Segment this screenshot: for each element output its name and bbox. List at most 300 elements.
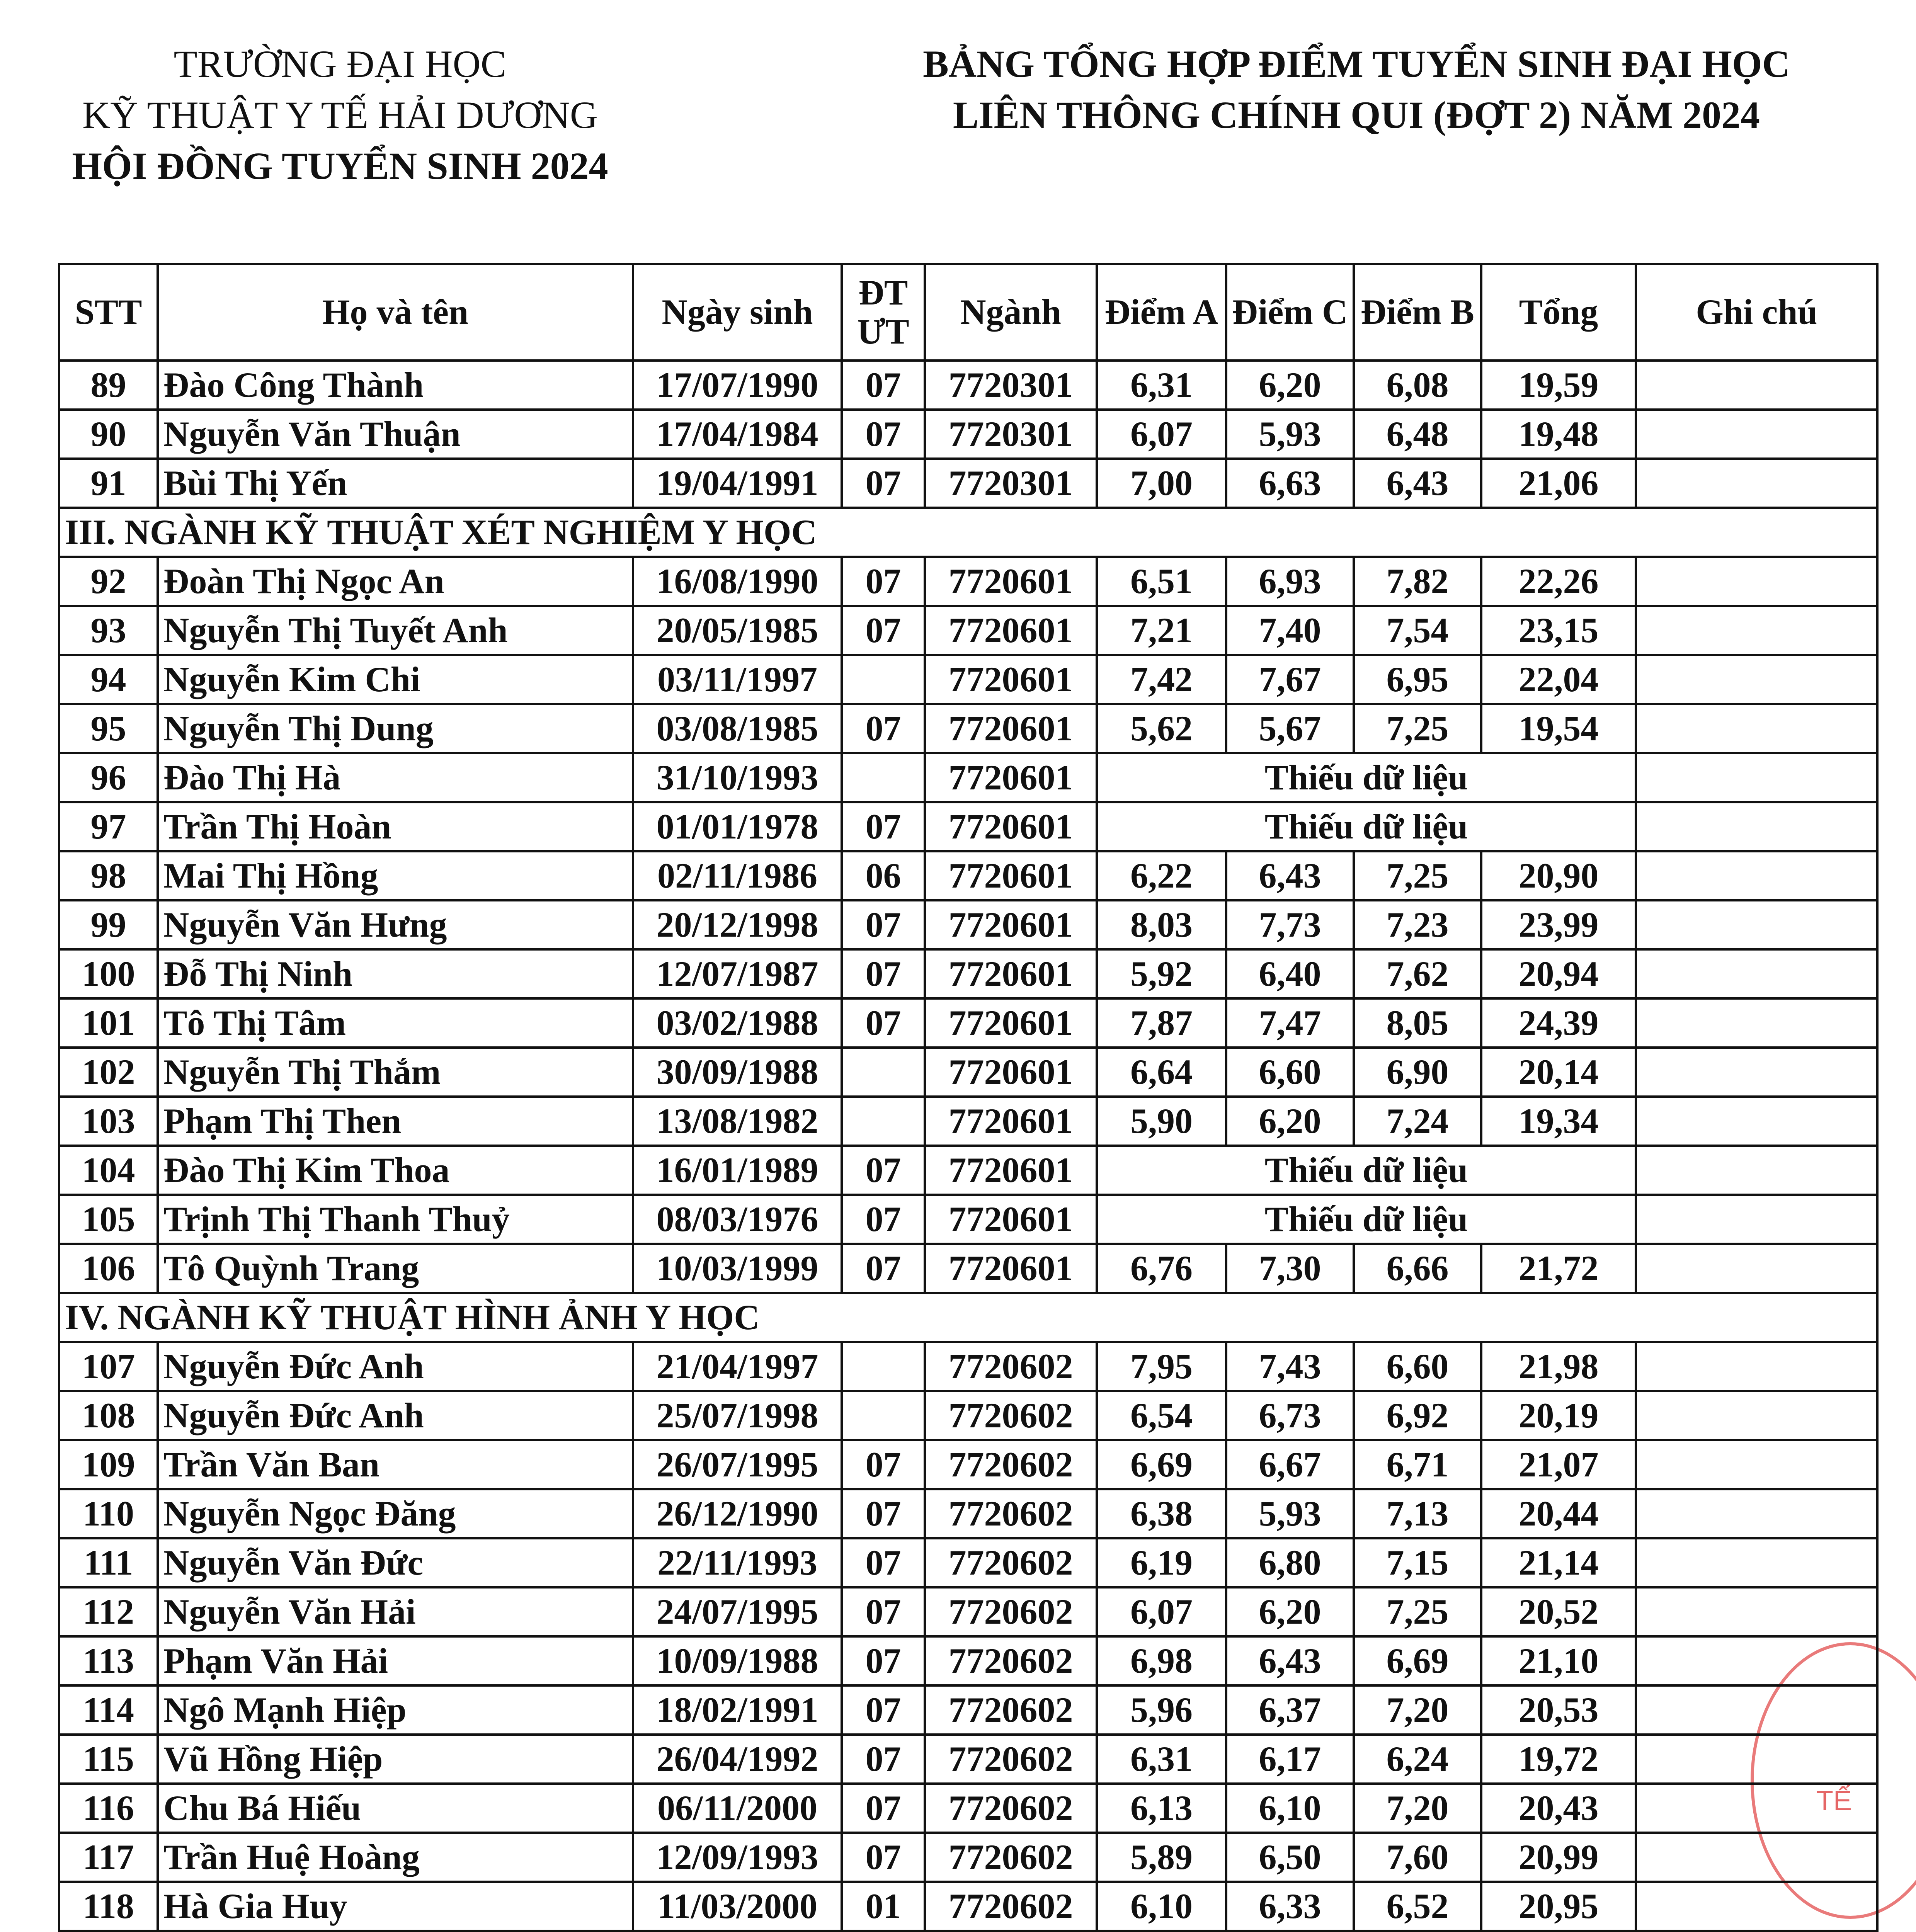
cell-score-c: 6,60 <box>1226 1048 1354 1097</box>
cell-note <box>1636 802 1877 851</box>
cell-stt: 115 <box>59 1735 158 1784</box>
cell-dob: 20/12/1998 <box>633 900 842 949</box>
admission-council: HỘI ĐỒNG TUYỂN SINH 2024 <box>72 145 608 187</box>
cell-dob: 02/11/1986 <box>633 851 842 900</box>
cell-score-b: 7,62 <box>1354 949 1481 998</box>
cell-major: 7720301 <box>925 410 1097 459</box>
cell-score-c: 6,50 <box>1226 1833 1354 1882</box>
cell-dob: 16/08/1990 <box>633 557 842 606</box>
cell-name: Nguyễn Kim Chi <box>158 655 633 704</box>
cell-total: 20,53 <box>1481 1685 1636 1735</box>
cell-note <box>1636 753 1877 802</box>
cell-major: 7720601 <box>925 998 1097 1048</box>
cell-major: 7720601 <box>925 851 1097 900</box>
table-row <box>59 704 1877 753</box>
cell-score-a: 5,89 <box>1097 1833 1226 1882</box>
cell-priority: 06 <box>842 851 925 900</box>
cell-missing-data: Thiếu dữ liệu <box>1097 1195 1636 1244</box>
table-row <box>59 1538 1877 1587</box>
cell-priority: 07 <box>842 802 925 851</box>
cell-score-c: 6,37 <box>1226 1685 1354 1735</box>
cell-dob: 03/08/1985 <box>633 704 842 753</box>
official-seal-text: TẾ <box>1816 1786 1852 1816</box>
cell-major: 7720601 <box>925 655 1097 704</box>
cell-note <box>1636 1685 1877 1735</box>
cell-priority <box>842 1097 925 1146</box>
column-header-score-b: Điểm B <box>1354 264 1481 361</box>
cell-score-b: 6,24 <box>1354 1735 1481 1784</box>
cell-dob: 10/09/1988 <box>633 1636 842 1685</box>
cell-score-a: 6,76 <box>1097 1244 1226 1293</box>
cell-name: Trịnh Thị Thanh Thuỷ <box>158 1195 633 1244</box>
cell-missing-data: Thiếu dữ liệu <box>1097 802 1636 851</box>
cell-total: 19,34 <box>1481 1097 1636 1146</box>
cell-note <box>1636 1195 1877 1244</box>
cell-stt: 89 <box>59 361 158 410</box>
table-row <box>59 900 1877 949</box>
cell-score-b: 7,25 <box>1354 851 1481 900</box>
cell-note <box>1636 1048 1877 1097</box>
cell-score-c: 6,20 <box>1226 1097 1354 1146</box>
table-row <box>59 851 1877 900</box>
cell-total: 21,72 <box>1481 1244 1636 1293</box>
cell-note <box>1636 557 1877 606</box>
cell-name: Nguyễn Văn Thuận <box>158 410 633 459</box>
cell-total: 20,43 <box>1481 1784 1636 1833</box>
cell-major: 7720601 <box>925 1195 1097 1244</box>
cell-major: 7720602 <box>925 1342 1097 1391</box>
cell-score-a: 5,96 <box>1097 1685 1226 1735</box>
cell-major: 7720602 <box>925 1784 1097 1833</box>
document-title-line2: LIÊN THÔNG CHÍNH QUI (ĐỢT 2) NĂM 2024 <box>953 94 1760 136</box>
cell-score-a: 6,51 <box>1097 557 1226 606</box>
cell-score-b: 6,90 <box>1354 1048 1481 1097</box>
cell-dob: 08/03/1976 <box>633 1195 842 1244</box>
cell-stt: 96 <box>59 753 158 802</box>
cell-stt: 105 <box>59 1195 158 1244</box>
table-header-row <box>59 264 1877 361</box>
cell-priority: 07 <box>842 1685 925 1735</box>
cell-priority: 07 <box>842 1735 925 1784</box>
cell-priority: 07 <box>842 704 925 753</box>
cell-score-b: 7,54 <box>1354 606 1481 655</box>
cell-score-c: 6,17 <box>1226 1735 1354 1784</box>
table-row <box>59 1882 1877 1931</box>
cell-score-a: 7,42 <box>1097 655 1226 704</box>
section-header-row <box>59 1293 1877 1342</box>
cell-score-b: 7,20 <box>1354 1784 1481 1833</box>
cell-score-c: 5,93 <box>1226 410 1354 459</box>
cell-score-c: 6,67 <box>1226 1440 1354 1489</box>
cell-note <box>1636 949 1877 998</box>
cell-score-a: 8,03 <box>1097 900 1226 949</box>
column-header-dob: Ngày sinh <box>633 264 842 361</box>
cell-dob: 16/01/1989 <box>633 1146 842 1195</box>
cell-dob: 12/07/1987 <box>633 949 842 998</box>
cell-score-b: 6,60 <box>1354 1342 1481 1391</box>
cell-priority <box>842 655 925 704</box>
cell-name: Nguyễn Văn Hưng <box>158 900 633 949</box>
cell-dob: 06/11/2000 <box>633 1784 842 1833</box>
cell-score-b: 7,25 <box>1354 704 1481 753</box>
cell-score-a: 6,19 <box>1097 1538 1226 1587</box>
cell-note <box>1636 998 1877 1048</box>
cell-dob: 30/09/1988 <box>633 1048 842 1097</box>
cell-major: 7720602 <box>925 1489 1097 1538</box>
table-row <box>59 1489 1877 1538</box>
cell-total: 20,14 <box>1481 1048 1636 1097</box>
cell-stt: 102 <box>59 1048 158 1097</box>
cell-total: 20,44 <box>1481 1489 1636 1538</box>
cell-major: 7720602 <box>925 1882 1097 1931</box>
cell-dob: 31/10/1993 <box>633 753 842 802</box>
cell-score-b: 7,25 <box>1354 1587 1481 1636</box>
cell-score-c: 6,43 <box>1226 1636 1354 1685</box>
cell-stt: 111 <box>59 1538 158 1587</box>
institution-name: KỸ THUẬT Y TẾ HẢI DƯƠNG <box>82 94 598 136</box>
cell-name: Nguyễn Ngọc Đăng <box>158 1489 633 1538</box>
cell-major: 7720601 <box>925 802 1097 851</box>
cell-total: 21,06 <box>1481 459 1636 508</box>
column-header-stt: STT <box>59 264 158 361</box>
cell-stt: 98 <box>59 851 158 900</box>
table-row <box>59 1342 1877 1391</box>
cell-name: Nguyễn Đức Anh <box>158 1342 633 1391</box>
cell-priority: 07 <box>842 1489 925 1538</box>
table-row <box>59 459 1877 508</box>
cell-dob: 18/02/1991 <box>633 1685 842 1735</box>
cell-total: 20,19 <box>1481 1391 1636 1440</box>
cell-score-c: 6,43 <box>1226 851 1354 900</box>
cell-major: 7720601 <box>925 753 1097 802</box>
cell-stt: 99 <box>59 900 158 949</box>
cell-name: Vũ Hồng Hiệp <box>158 1735 633 1784</box>
cell-dob: 21/04/1997 <box>633 1342 842 1391</box>
table-row <box>59 1391 1877 1440</box>
table-row <box>59 753 1877 802</box>
cell-stt: 114 <box>59 1685 158 1735</box>
cell-total: 21,07 <box>1481 1440 1636 1489</box>
cell-name: Đào Công Thành <box>158 361 633 410</box>
cell-total: 20,90 <box>1481 851 1636 900</box>
cell-note <box>1636 1833 1877 1882</box>
cell-major: 7720601 <box>925 900 1097 949</box>
cell-dob: 26/04/1992 <box>633 1735 842 1784</box>
cell-name: Tô Thị Tâm <box>158 998 633 1048</box>
table-row <box>59 655 1877 704</box>
cell-stt: 97 <box>59 802 158 851</box>
cell-dob: 01/01/1978 <box>633 802 842 851</box>
cell-name: Nguyễn Thị Dung <box>158 704 633 753</box>
section-title: IV. NGÀNH KỸ THUẬT HÌNH ẢNH Y HỌC <box>59 1293 1877 1342</box>
cell-note <box>1636 1636 1877 1685</box>
cell-score-b: 7,15 <box>1354 1538 1481 1587</box>
section-header-row <box>59 508 1877 557</box>
cell-note <box>1636 704 1877 753</box>
cell-priority: 07 <box>842 1195 925 1244</box>
cell-dob: 13/08/1982 <box>633 1097 842 1146</box>
cell-priority: 07 <box>842 998 925 1048</box>
cell-score-c: 5,67 <box>1226 704 1354 753</box>
cell-score-a: 6,31 <box>1097 361 1226 410</box>
document-title-line1: BẢNG TỔNG HỢP ĐIỂM TUYỂN SINH ĐẠI HỌC <box>923 43 1790 85</box>
column-header-major: Ngành <box>925 264 1097 361</box>
cell-score-b: 6,92 <box>1354 1391 1481 1440</box>
cell-score-b: 7,82 <box>1354 557 1481 606</box>
cell-score-b: 6,43 <box>1354 459 1481 508</box>
cell-priority: 07 <box>842 1538 925 1587</box>
cell-priority <box>842 1391 925 1440</box>
cell-name: Chu Bá Hiếu <box>158 1784 633 1833</box>
cell-major: 7720602 <box>925 1587 1097 1636</box>
cell-major: 7720601 <box>925 704 1097 753</box>
cell-score-b: 6,08 <box>1354 361 1481 410</box>
cell-stt: 109 <box>59 1440 158 1489</box>
cell-total: 22,04 <box>1481 655 1636 704</box>
cell-score-a: 6,69 <box>1097 1440 1226 1489</box>
cell-total: 21,10 <box>1481 1636 1636 1685</box>
cell-note <box>1636 1587 1877 1636</box>
table-row <box>59 1784 1877 1833</box>
cell-score-c: 6,10 <box>1226 1784 1354 1833</box>
cell-score-b: 6,52 <box>1354 1882 1481 1931</box>
cell-score-c: 6,40 <box>1226 949 1354 998</box>
cell-name: Nguyễn Văn Hải <box>158 1587 633 1636</box>
table-row <box>59 1097 1877 1146</box>
cell-major: 7720602 <box>925 1735 1097 1784</box>
cell-name: Hà Gia Huy <box>158 1882 633 1931</box>
column-header-name: Họ và tên <box>158 264 633 361</box>
cell-score-a: 7,95 <box>1097 1342 1226 1391</box>
cell-total: 20,52 <box>1481 1587 1636 1636</box>
cell-note <box>1636 1146 1877 1195</box>
cell-dob: 11/03/2000 <box>633 1882 842 1931</box>
cell-priority: 07 <box>842 900 925 949</box>
cell-name: Tô Quỳnh Trang <box>158 1244 633 1293</box>
cell-dob: 17/07/1990 <box>633 361 842 410</box>
cell-stt: 92 <box>59 557 158 606</box>
cell-major: 7720601 <box>925 1244 1097 1293</box>
cell-score-a: 7,00 <box>1097 459 1226 508</box>
cell-name: Trần Thị Hoàn <box>158 802 633 851</box>
admission-scores-table <box>58 263 1879 1932</box>
cell-total: 21,98 <box>1481 1342 1636 1391</box>
column-header-priority: ĐT ƯT <box>842 264 925 361</box>
cell-stt: 93 <box>59 606 158 655</box>
cell-note <box>1636 1097 1877 1146</box>
cell-total: 23,99 <box>1481 900 1636 949</box>
cell-stt: 95 <box>59 704 158 753</box>
cell-note <box>1636 1538 1877 1587</box>
cell-dob: 17/04/1984 <box>633 410 842 459</box>
cell-total: 19,48 <box>1481 410 1636 459</box>
cell-score-b: 8,05 <box>1354 998 1481 1048</box>
cell-stt: 110 <box>59 1489 158 1538</box>
cell-score-b: 6,95 <box>1354 655 1481 704</box>
cell-name: Trần Văn Ban <box>158 1440 633 1489</box>
cell-name: Đào Thị Hà <box>158 753 633 802</box>
cell-stt: 94 <box>59 655 158 704</box>
table-row <box>59 949 1877 998</box>
cell-total: 19,72 <box>1481 1735 1636 1784</box>
cell-score-a: 6,07 <box>1097 410 1226 459</box>
cell-score-a: 6,10 <box>1097 1882 1226 1931</box>
cell-priority: 07 <box>842 1636 925 1685</box>
cell-name: Mai Thị Hồng <box>158 851 633 900</box>
cell-score-b: 6,69 <box>1354 1636 1481 1685</box>
cell-priority: 07 <box>842 557 925 606</box>
cell-priority: 07 <box>842 1146 925 1195</box>
cell-missing-data: Thiếu dữ liệu <box>1097 1146 1636 1195</box>
cell-score-a: 5,92 <box>1097 949 1226 998</box>
cell-priority: 01 <box>842 1882 925 1931</box>
cell-score-c: 6,93 <box>1226 557 1354 606</box>
cell-score-c: 6,20 <box>1226 1587 1354 1636</box>
cell-major: 7720601 <box>925 606 1097 655</box>
cell-total: 22,26 <box>1481 557 1636 606</box>
cell-priority <box>842 1048 925 1097</box>
cell-total: 20,95 <box>1481 1882 1636 1931</box>
table-body <box>59 361 1877 1932</box>
cell-dob: 03/02/1988 <box>633 998 842 1048</box>
column-header-score-a: Điểm A <box>1097 264 1226 361</box>
cell-name: Nguyễn Đức Anh <box>158 1391 633 1440</box>
cell-name: Phạm Văn Hải <box>158 1636 633 1685</box>
cell-note <box>1636 459 1877 508</box>
cell-name: Phạm Thị Then <box>158 1097 633 1146</box>
table-row <box>59 410 1877 459</box>
cell-score-a: 6,31 <box>1097 1735 1226 1784</box>
column-header-score-c: Điểm C <box>1226 264 1354 361</box>
cell-name: Trần Huệ Hoàng <box>158 1833 633 1882</box>
table-row <box>59 1146 1877 1195</box>
cell-score-a: 5,90 <box>1097 1097 1226 1146</box>
cell-priority: 07 <box>842 410 925 459</box>
cell-stt: 113 <box>59 1636 158 1685</box>
cell-stt: 101 <box>59 998 158 1048</box>
cell-note <box>1636 1784 1877 1833</box>
cell-score-a: 5,62 <box>1097 704 1226 753</box>
cell-priority: 07 <box>842 361 925 410</box>
cell-note <box>1636 606 1877 655</box>
institution-header <box>62 39 618 192</box>
cell-major: 7720601 <box>925 949 1097 998</box>
cell-score-b: 7,60 <box>1354 1833 1481 1882</box>
table-row <box>59 1195 1877 1244</box>
cell-name: Nguyễn Văn Đức <box>158 1538 633 1587</box>
cell-note <box>1636 1735 1877 1784</box>
cell-score-a: 6,22 <box>1097 851 1226 900</box>
cell-major: 7720602 <box>925 1833 1097 1882</box>
section-title: III. NGÀNH KỸ THUẬT XÉT NGHIỆM Y HỌC <box>59 508 1877 557</box>
cell-note <box>1636 851 1877 900</box>
cell-missing-data: Thiếu dữ liệu <box>1097 753 1636 802</box>
cell-score-a: 7,21 <box>1097 606 1226 655</box>
cell-stt: 118 <box>59 1882 158 1931</box>
cell-note <box>1636 1244 1877 1293</box>
cell-major: 7720602 <box>925 1440 1097 1489</box>
cell-priority: 07 <box>842 459 925 508</box>
cell-score-c: 7,67 <box>1226 655 1354 704</box>
table-row <box>59 1833 1877 1882</box>
table-row <box>59 606 1877 655</box>
cell-stt: 103 <box>59 1097 158 1146</box>
cell-score-b: 7,24 <box>1354 1097 1481 1146</box>
cell-dob: 26/12/1990 <box>633 1489 842 1538</box>
cell-stt: 116 <box>59 1784 158 1833</box>
cell-score-b: 7,20 <box>1354 1685 1481 1735</box>
cell-major: 7720601 <box>925 1097 1097 1146</box>
cell-name: Đào Thị Kim Thoa <box>158 1146 633 1195</box>
cell-stt: 104 <box>59 1146 158 1195</box>
cell-note <box>1636 410 1877 459</box>
cell-major: 7720602 <box>925 1636 1097 1685</box>
table-row <box>59 802 1877 851</box>
cell-dob: 20/05/1985 <box>633 606 842 655</box>
cell-score-c: 6,63 <box>1226 459 1354 508</box>
cell-score-c: 6,73 <box>1226 1391 1354 1440</box>
cell-priority: 07 <box>842 1784 925 1833</box>
cell-stt: 107 <box>59 1342 158 1391</box>
institution-type: TRƯỜNG ĐẠI HỌC <box>174 43 507 85</box>
cell-name: Nguyễn Thị Thắm <box>158 1048 633 1097</box>
table-row <box>59 1587 1877 1636</box>
cell-stt: 108 <box>59 1391 158 1440</box>
table-row <box>59 1048 1877 1097</box>
cell-score-a: 6,64 <box>1097 1048 1226 1097</box>
cell-score-c: 5,93 <box>1226 1489 1354 1538</box>
cell-score-a: 6,54 <box>1097 1391 1226 1440</box>
cell-note <box>1636 1489 1877 1538</box>
cell-name: Nguyễn Thị Tuyết Anh <box>158 606 633 655</box>
cell-score-a: 6,38 <box>1097 1489 1226 1538</box>
cell-score-c: 6,33 <box>1226 1882 1354 1931</box>
cell-major: 7720601 <box>925 1048 1097 1097</box>
cell-stt: 117 <box>59 1833 158 1882</box>
cell-dob: 22/11/1993 <box>633 1538 842 1587</box>
cell-note <box>1636 1391 1877 1440</box>
cell-total: 20,94 <box>1481 949 1636 998</box>
cell-dob: 12/09/1993 <box>633 1833 842 1882</box>
cell-priority <box>842 1342 925 1391</box>
cell-total: 24,39 <box>1481 998 1636 1048</box>
cell-score-b: 6,48 <box>1354 410 1481 459</box>
cell-score-c: 7,47 <box>1226 998 1354 1048</box>
cell-total: 21,14 <box>1481 1538 1636 1587</box>
cell-score-a: 6,98 <box>1097 1636 1226 1685</box>
cell-score-a: 6,07 <box>1097 1587 1226 1636</box>
cell-dob: 25/07/1998 <box>633 1391 842 1440</box>
cell-stt: 91 <box>59 459 158 508</box>
cell-note <box>1636 900 1877 949</box>
cell-total: 19,59 <box>1481 361 1636 410</box>
cell-score-c: 6,20 <box>1226 361 1354 410</box>
cell-major: 7720301 <box>925 361 1097 410</box>
table-row <box>59 1636 1877 1685</box>
table-row <box>59 998 1877 1048</box>
cell-total: 20,99 <box>1481 1833 1636 1882</box>
cell-major: 7720602 <box>925 1391 1097 1440</box>
cell-note <box>1636 1882 1877 1931</box>
cell-name: Bùi Thị Yến <box>158 459 633 508</box>
cell-stt: 90 <box>59 410 158 459</box>
cell-note <box>1636 361 1877 410</box>
cell-priority <box>842 753 925 802</box>
document-title <box>873 39 1839 141</box>
cell-priority: 07 <box>842 606 925 655</box>
cell-note <box>1636 1342 1877 1391</box>
cell-note <box>1636 1440 1877 1489</box>
